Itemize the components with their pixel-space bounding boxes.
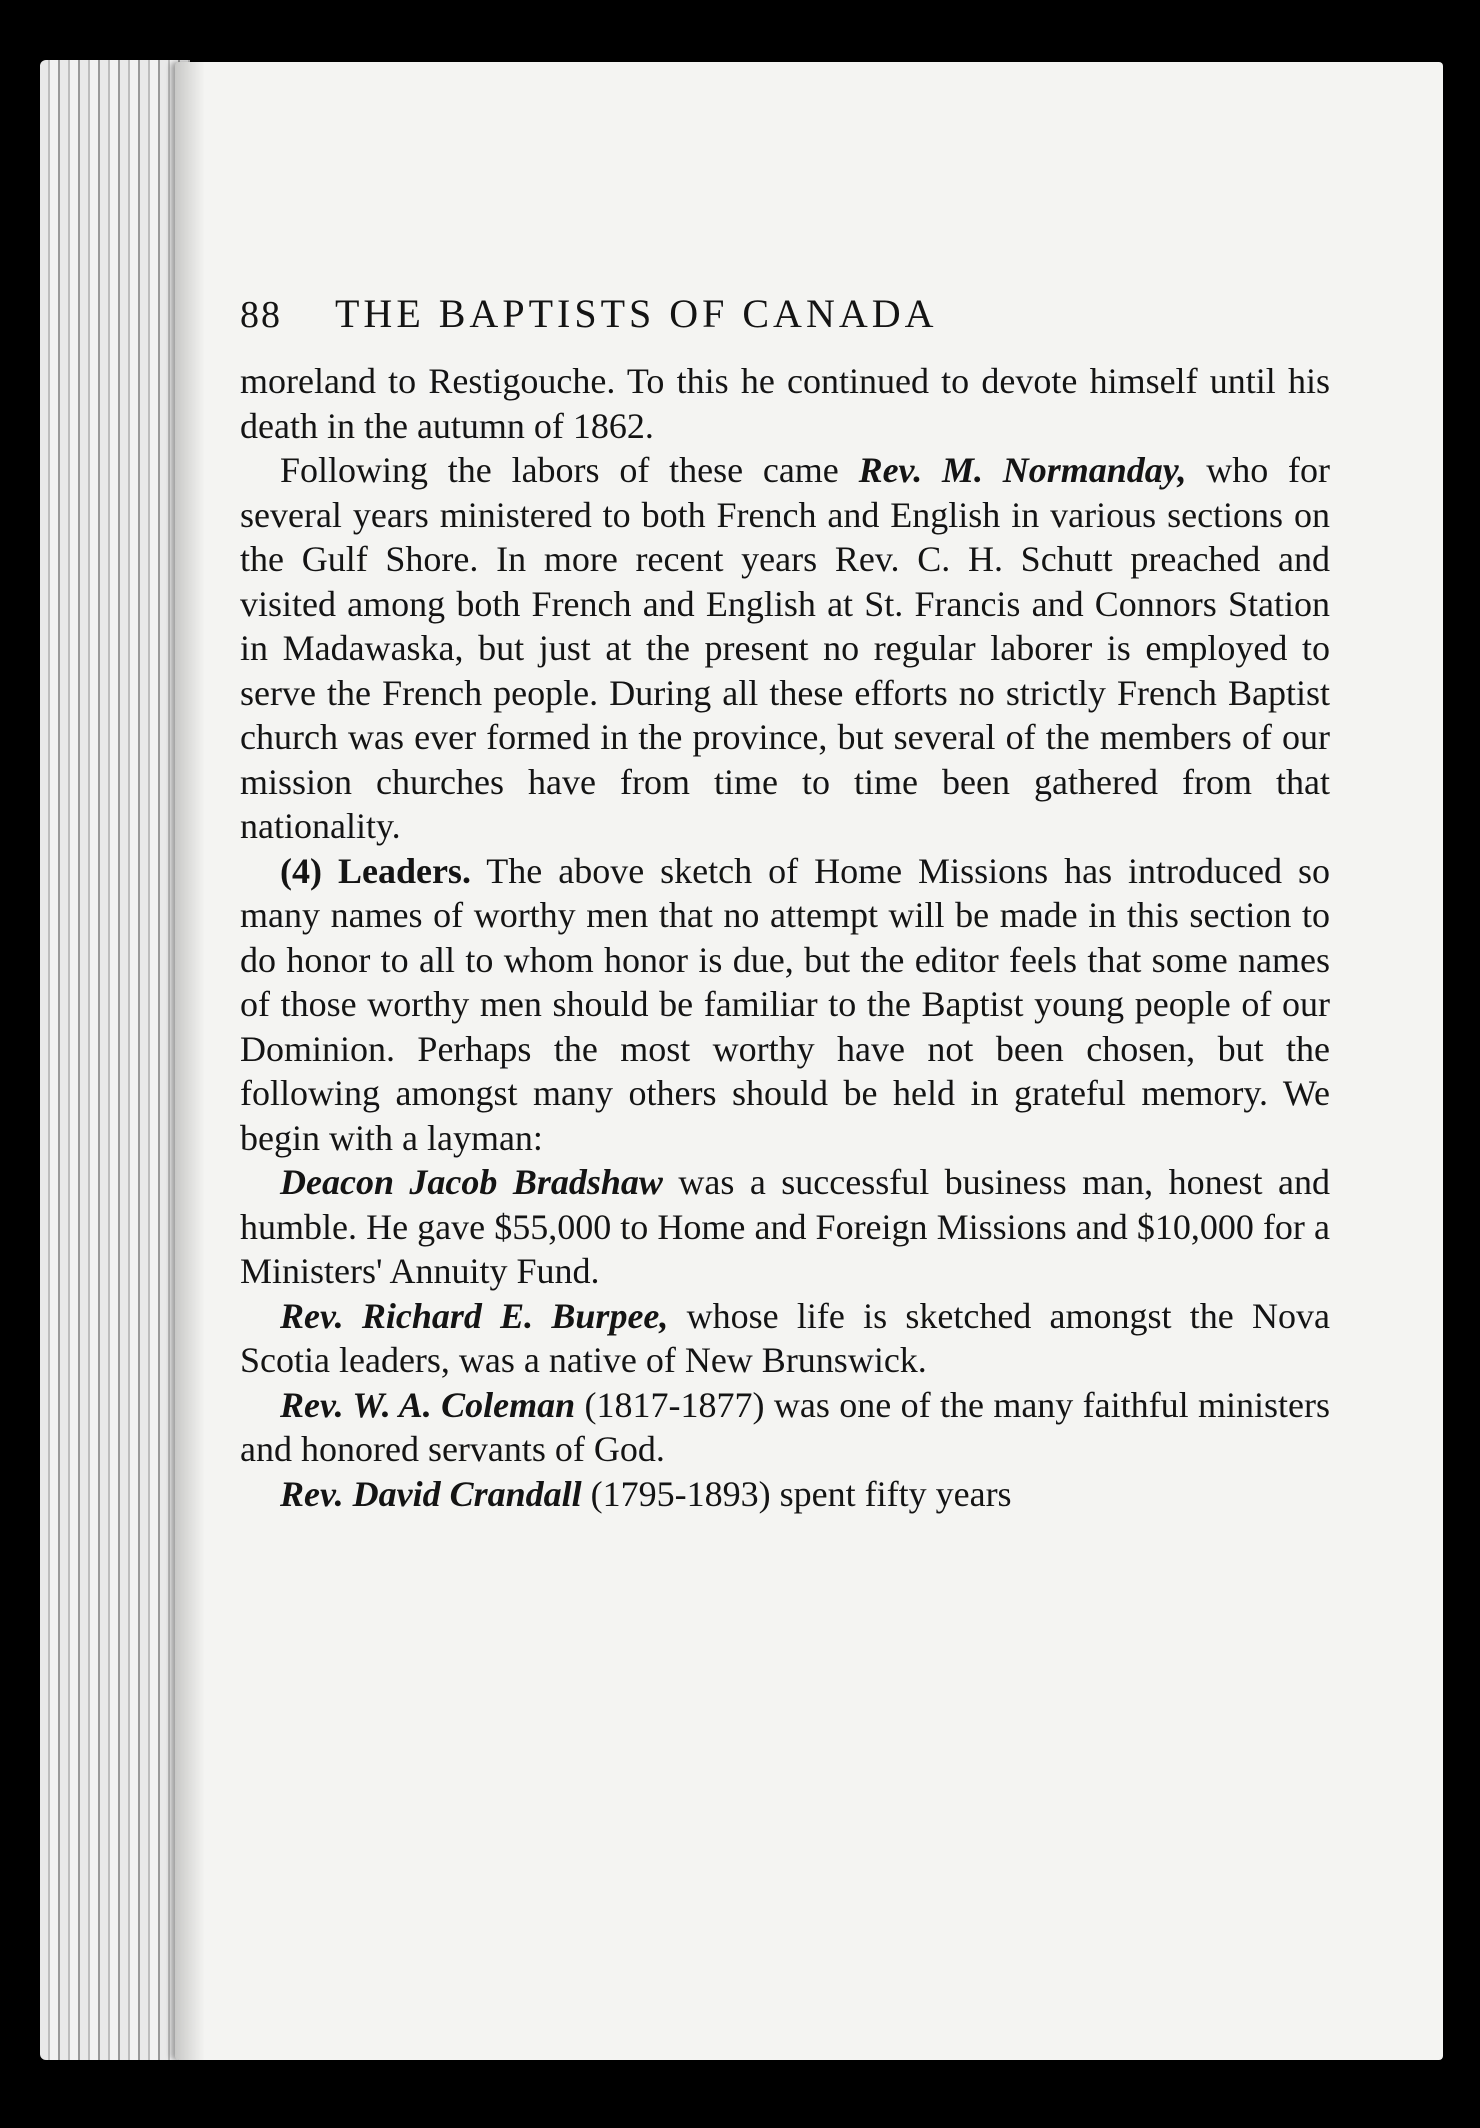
paragraph-text: (1795-1893) spent fifty years	[581, 1473, 1012, 1514]
paragraph-text: was a successful business man, honest and humble. He gave $55,000 to Home and Foreign Missions and $10,000 for a Ministers' Annuity Fund.	[240, 1162, 1330, 1291]
text-block	[240, 290, 1330, 1516]
person-name: Rev. Richard E. Burpee,	[280, 1295, 669, 1336]
paragraph-7	[240, 1472, 1330, 1517]
paragraph-text: who for several years ministered to both French and English in various sections on the Gulf Shore. In more recent years Rev. C. H. Schutt preached and visited among both French and English at St. Francis and Connors Station in Madawaska, but just at the present no regular laborer is employed to serve the French people. During all these efforts no strictly French Baptist church was ever formed in the province, but several of the members of our mission churches have from time to time been gathered from that nationality.	[240, 450, 1330, 846]
paragraph-5	[240, 1294, 1330, 1383]
paragraph-6	[240, 1383, 1330, 1472]
paragraph-text: Following the labors of these came	[280, 450, 859, 490]
running-title: THE BAPTISTS OF CANADA	[335, 291, 938, 336]
paragraph-text: (1817-1877) was one of the many faithful ministers and honored servants of God.	[240, 1384, 1331, 1469]
paragraph-text: The above sketch of Home Missions has introduced so many names of worthy men that no attempt will be made in this section to do honor to all to whom honor is due, but the editor feels that some names of those worthy men should be familiar to the Baptist young people of our Dominion. Perhaps the most worthy have not been chosen, but the following amongst many others should be held in grateful memory. We begin with a layman:	[240, 850, 1330, 1158]
page-edges	[40, 60, 190, 2060]
paragraph-3	[240, 849, 1330, 1161]
section-heading: (4) Leaders.	[280, 850, 471, 891]
page-number: 88	[240, 294, 282, 336]
paragraph-2	[240, 448, 1330, 849]
paragraph-text: moreland to Restigouche. To this he continued to devote himself until his death in the autumn of 1862.	[240, 361, 1330, 446]
person-name: Rev. David Crandall	[280, 1473, 582, 1514]
spine-shadow	[175, 62, 205, 2060]
person-name: Rev. M. Normanday,	[858, 450, 1187, 490]
paragraph-1	[240, 359, 1330, 448]
person-name: Deacon Jacob Bradshaw	[280, 1162, 663, 1202]
paragraph-4	[240, 1160, 1330, 1294]
running-head	[240, 290, 1330, 337]
paragraph-text: whose life is sketched amongst the Nova Scotia leaders, was a native of New Brunswick.	[240, 1295, 1330, 1380]
person-name: Rev. W. A. Coleman	[280, 1384, 576, 1425]
